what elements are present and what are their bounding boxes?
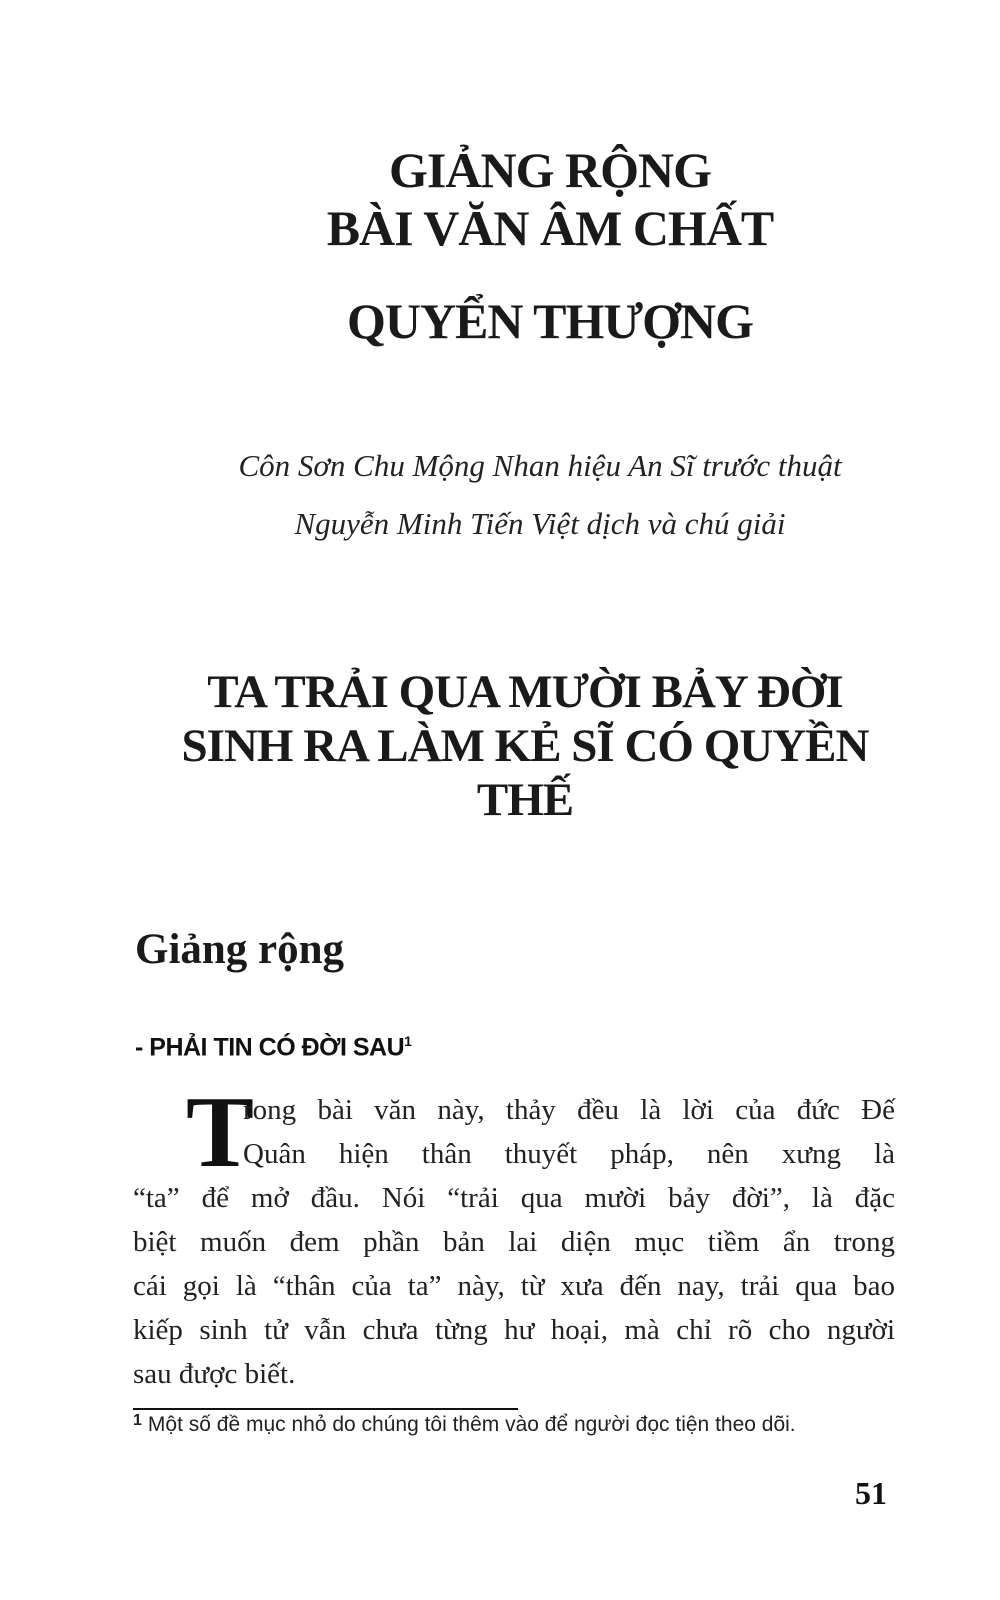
footnote-text: Một số đề mục nhỏ do chúng tôi thêm vào để người đọc tiện theo dõi. [147, 1413, 796, 1436]
chapter-title-line-3: THẾ [476, 774, 574, 826]
book-title-line-1: GIẢNG RỘNG [389, 142, 711, 198]
footnote-divider [133, 1408, 518, 1410]
chapter-title [150, 665, 900, 827]
paragraph-line: Quân hiện thân thuyết pháp, nên xưng là [243, 1138, 895, 1170]
drop-cap: T [186, 1076, 255, 1189]
author-credit: Côn Sơn Chu Mộng Nhan hiệu An Sĩ trước thuật [238, 448, 842, 483]
sub-heading [135, 1033, 411, 1062]
page-number: 51 [855, 1475, 887, 1511]
translator-credit: Nguyễn Minh Tiến Việt dịch và chú giải [294, 506, 786, 541]
footnote-reference[interactable]: 1 [404, 1033, 412, 1049]
paragraph-line: cái gọi là “thân của ta” này, từ xưa đến nay, trải qua bao [133, 1270, 895, 1302]
chapter-title-line-1: TA TRẢI QUA MƯỜI BẢY ĐỜI [207, 666, 843, 718]
chapter-title-line-2: SINH RA LÀM KẺ SĨ CÓ QUYỀN [181, 720, 869, 772]
footnote-marker: 1 [133, 1412, 142, 1429]
paragraph-line: biệt muốn đem phần bản lai diện mục tiềm ẩn trong [133, 1226, 895, 1258]
paragraph-line: rong bài văn này, thảy đều là lời của đức Đế [243, 1094, 895, 1126]
body-paragraph [133, 1088, 895, 1396]
paragraph-line: “ta” để mở đầu. Nói “trải qua mười bảy đời”, là đặc [133, 1182, 895, 1214]
paragraph-line: sau được biết. [133, 1358, 296, 1390]
volume-title: QUYỂN THƯỢNG [346, 293, 754, 349]
section-heading: Giảng rộng [135, 926, 345, 973]
sub-heading-text: - PHẢI TIN CÓ ĐỜI SAU [135, 1033, 405, 1062]
book-title-line-2: BÀI VĂN ÂM CHẤT [326, 200, 774, 256]
footnote [133, 1412, 933, 1437]
paragraph-line: kiếp sinh tử vẫn chưa từng hư hoại, mà chỉ rõ cho người [133, 1314, 895, 1346]
